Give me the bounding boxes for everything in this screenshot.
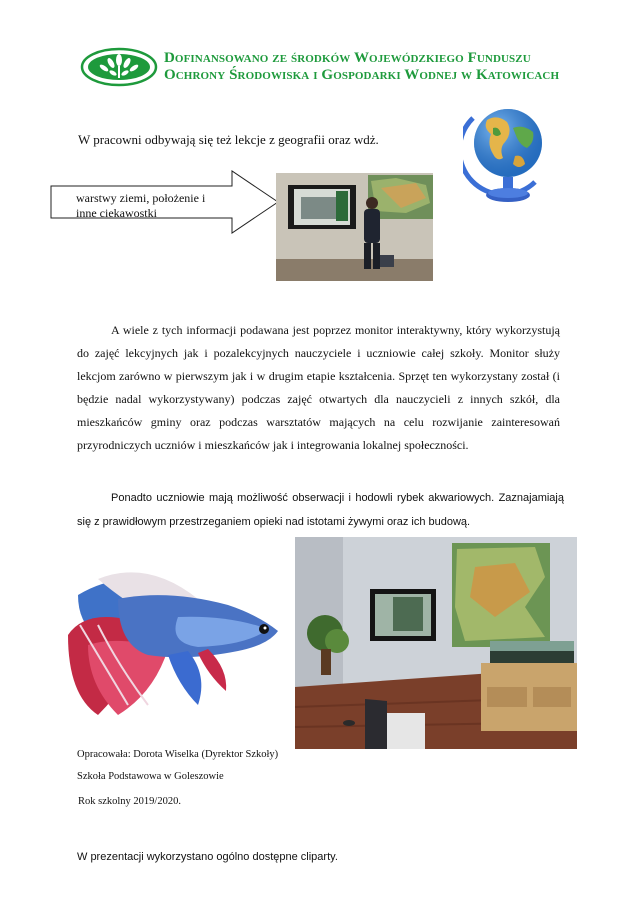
wfosigw-leaf-logo-icon bbox=[80, 47, 158, 87]
globe-clipart bbox=[463, 98, 553, 208]
paragraph-aquarium-text: Ponadto uczniowie mają możliwość obserwacji i hodowli rybek akwariowych. Zaznajamiają się z prawidłowym przestrzeganiem opieki nad istotami żywymi oraz ich budową. bbox=[77, 492, 564, 528]
author-line: Opracowała: Dorota Wiselka (Dyrektor Szkoły) bbox=[77, 749, 279, 760]
footer-note: W prezentacji wykorzystano ogólno dostępne cliparty. bbox=[77, 851, 338, 863]
classroom-monitor-photo bbox=[276, 173, 433, 281]
paragraph-monitor bbox=[77, 319, 560, 457]
paragraph-monitor-text: A wiele z tych informacji podawana jest poprzez monitor interaktywny, który wykorzystują do zajęć lekcyjnych jak i pozalekcyjnych nauczyciele i uczniowie całej szkoły. Monitor służy lekcjom zarówno w pierwszym jak i w drugim etapie kształcenia. Sprzęt ten wykorzystany został (i będzie nadal wykorzystywany) podczas zajęć otwartych dla nauczycieli z innych szkół, dla mieszkańców gminy oraz podczas warsztatów mających na celu rozwijanie zainteresowań przyrodniczych uczniów i mieszkańców jak i integrowania lokalnej społeczności. bbox=[77, 323, 560, 452]
intro-text: W pracowni odbywają się też lekcje z geografii oraz wdż. bbox=[78, 132, 379, 147]
header-line-1: Dofinansowano ze środków Wojewódzkiego Funduszu bbox=[164, 50, 531, 66]
header-line-2: Ochrony Środowiska i Gospodarki Wodnej w Katowicach bbox=[164, 67, 560, 83]
school-year-line: Rok szkolny 2019/2020. bbox=[78, 796, 181, 807]
arrow-label: warstwy ziemi, położenie i inne ciekawostki bbox=[76, 191, 206, 220]
betta-fish-clipart bbox=[58, 565, 290, 725]
paragraph-aquarium bbox=[77, 486, 564, 534]
school-line: Szkoła Podstawowa w Goleszowie bbox=[77, 771, 224, 782]
classroom-aquarium-photo bbox=[295, 537, 577, 749]
